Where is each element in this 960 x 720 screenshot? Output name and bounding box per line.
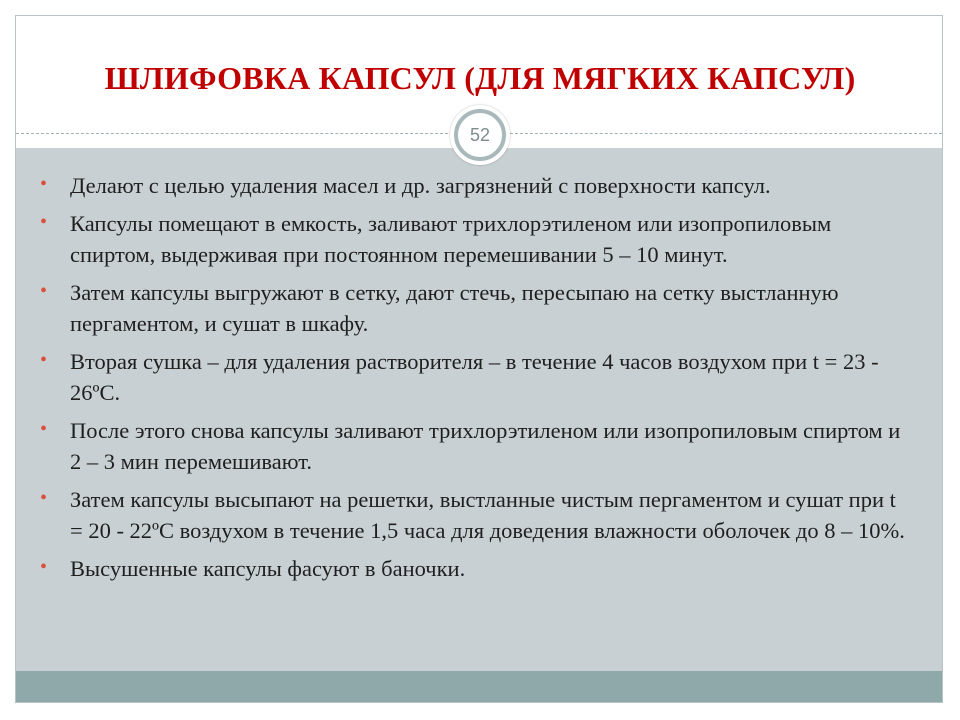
- bullet-text: Затем капсулы высыпают на решетки, выстланные чистым пергаментом и сушат при t = 20 - 22ºС воздухом в течение 1,5 часа для доведения влажности оболочек до 8 – 10%.: [70, 486, 905, 543]
- bullet-text: Затем капсулы выгружают в сетку, дают стечь, пересыпаю на сетку выстланную пергаментом, и сушат в шкафу.: [70, 279, 839, 336]
- list-item: [40, 277, 910, 340]
- bullet-icon: •: [40, 555, 48, 578]
- bullet-icon: •: [40, 210, 48, 233]
- list-item: [40, 208, 910, 271]
- footer-bar: [16, 671, 942, 702]
- bullet-icon: •: [40, 173, 48, 195]
- slide-title: ШЛИФОВКА КАПСУЛ (ДЛЯ МЯГКИХ КАПСУЛ): [104, 60, 856, 96]
- list-item: [40, 415, 910, 478]
- page-number-badge: [450, 105, 510, 165]
- bullet-icon: •: [40, 279, 48, 302]
- bullet-list: [40, 170, 910, 590]
- list-item: [40, 484, 910, 547]
- bullet-text: Вторая сушка – для удаления растворителя – в течение 4 часов воздухом при t = 23 - 26ºС.: [70, 348, 879, 405]
- bullet-icon: •: [40, 348, 48, 371]
- bullet-text: Делают с целью удаления масел и др. загрязнений с поверхности капсул.: [70, 173, 771, 198]
- bullet-text: Капсулы помещают в емкость, заливают трихлорэтиленом или изопропиловым спиртом, выдерживая при постоянном перемешивании 5 – 10 минут.: [70, 210, 832, 267]
- list-item: [40, 170, 910, 202]
- bullet-icon: •: [40, 486, 48, 509]
- bullet-text: Высушенные капсулы фасуют в баночки.: [70, 555, 466, 581]
- bullet-text: После этого снова капсулы заливают трихлорэтиленом или изопропиловым спиртом и 2 – 3 мин перемешивают.: [70, 417, 901, 474]
- list-item: [40, 553, 910, 585]
- list-item: [40, 346, 910, 409]
- page-number: 52: [454, 109, 506, 161]
- bullet-icon: •: [40, 417, 48, 440]
